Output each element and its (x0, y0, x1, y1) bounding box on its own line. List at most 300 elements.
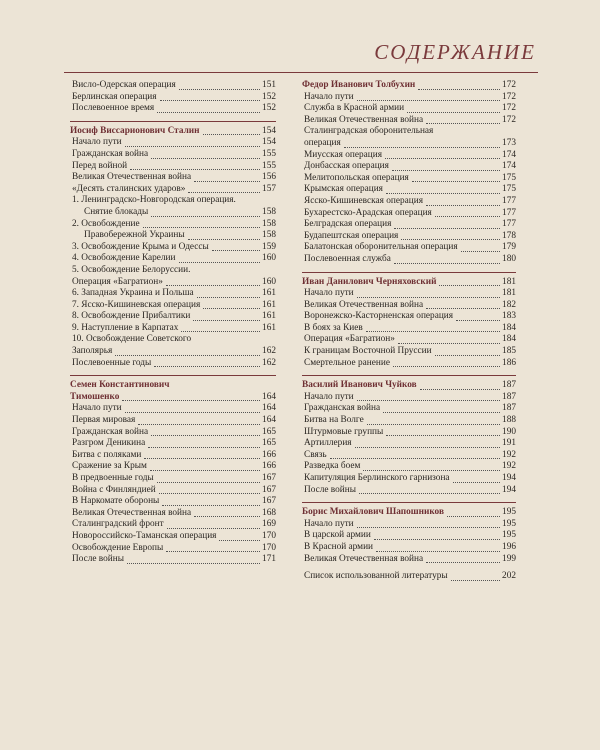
bibliography-entry (302, 571, 516, 583)
toc-entry-page: 184 (502, 322, 516, 333)
toc-entry-page: 175 (502, 172, 516, 183)
toc-entry-page: 154 (262, 137, 276, 148)
toc-entry-page: 164 (262, 415, 276, 426)
toc-entry (70, 415, 276, 427)
toc-entry-label: Капитуляция Берлинского гарнизона (304, 473, 450, 483)
toc-entry-label: 10. Освобождение Советского (72, 334, 192, 345)
toc-entry-page: 166 (262, 461, 276, 472)
toc-entry-label: Берлинская операция (72, 91, 157, 102)
section-heading-label: Борис Михайлович Шапошников (302, 507, 444, 518)
dot-leader (143, 227, 260, 228)
toc-entry-page: 202 (502, 571, 516, 582)
title-rule (64, 72, 538, 73)
toc-section (302, 502, 516, 565)
toc-entry-page: 166 (262, 449, 276, 460)
toc-entry (70, 137, 276, 149)
toc-entry-label: Новороссийско-Таманская операция (72, 530, 217, 541)
dot-leader (162, 505, 260, 506)
toc-entry-page: 183 (502, 311, 516, 322)
dot-leader (420, 389, 500, 390)
dot-leader (188, 192, 260, 193)
toc-entry-page: 187 (502, 403, 516, 414)
toc-entry-label: Битва на Волге (304, 415, 364, 426)
dot-leader (453, 482, 501, 483)
toc-entry (70, 219, 276, 231)
dot-leader (393, 366, 500, 367)
toc-entry-label: 2. Освобождение (72, 218, 140, 229)
toc-entry-page: 170 (262, 530, 276, 541)
toc-entry-page: 181 (502, 288, 516, 299)
toc-entry (302, 530, 516, 542)
toc-section (70, 375, 276, 566)
toc-entry (302, 427, 516, 439)
toc-entry-page: 170 (262, 542, 276, 553)
toc-entry-label: Миусская операция (304, 149, 382, 160)
dot-leader (219, 540, 260, 541)
toc-entry (302, 542, 516, 554)
toc-entry-page: 167 (262, 473, 276, 483)
toc-entry (302, 288, 516, 300)
section-heading-label: Иван Данилович Черняховский (302, 276, 437, 287)
dot-leader (401, 239, 500, 240)
toc-entry-page: 171 (262, 554, 276, 565)
toc-entry-label: 1. Ленинградско-Новгородская операция. (72, 195, 236, 206)
dot-leader (125, 412, 260, 413)
toc-entry-page: 158 (262, 206, 276, 217)
toc-entry-label: К границам Восточной Пруссии (304, 346, 432, 357)
toc-entry (70, 80, 276, 92)
toc-entry (70, 207, 276, 219)
toc-entry (302, 485, 516, 497)
toc-entry-page: 161 (262, 322, 276, 333)
toc-entry-label: Начало пути (304, 518, 354, 529)
dot-leader (181, 331, 260, 332)
toc-section (302, 272, 516, 370)
toc-entry (70, 184, 276, 196)
section-heading (70, 392, 276, 404)
section-heading-page: 195 (502, 507, 516, 518)
toc-entry (70, 461, 276, 473)
dot-leader (212, 250, 260, 251)
dot-leader (357, 400, 500, 401)
toc-entry-label: Битва с поляками (72, 449, 142, 460)
toc-entry-label: Заполярья (72, 346, 113, 357)
toc-entry-label: 5. Освобождение Белоруссии. (72, 264, 191, 275)
dot-leader (144, 458, 260, 459)
toc-entry-label: Крымская операция (304, 184, 383, 195)
dot-leader (386, 435, 500, 436)
toc-entry (302, 403, 516, 415)
toc-section (70, 121, 276, 369)
toc-entry (70, 277, 276, 289)
dot-leader (159, 493, 260, 494)
dot-leader (203, 134, 261, 135)
dot-leader (461, 251, 500, 252)
section-heading (302, 277, 516, 289)
toc-entry-label: Перед войной (72, 160, 128, 171)
toc-entry-label: В предвоенные годы (72, 473, 154, 483)
dot-leader (122, 400, 260, 401)
toc-entry-page: 159 (262, 241, 276, 252)
toc-entry (302, 254, 516, 266)
dot-leader (127, 563, 260, 564)
toc-entry-label: 8. Освобождение Прибалтики (72, 311, 191, 322)
toc-entry-page: 192 (502, 449, 516, 460)
toc-entry-label: 7. Ясско-Кишиневская операция (72, 299, 201, 310)
toc-entry (302, 231, 516, 243)
toc-entry-label: В Наркомате обороны (72, 496, 160, 507)
dot-leader (330, 458, 500, 459)
toc-entry-page: 167 (262, 484, 276, 495)
section-heading: Семен Константинович (70, 380, 170, 391)
toc-entry-label: Донбасская операция (304, 161, 389, 172)
dot-leader (451, 580, 500, 581)
toc-entry-page: 190 (502, 426, 516, 437)
dot-leader (188, 239, 260, 240)
toc-entry-page: 160 (262, 253, 276, 264)
toc-entry-label: 9. Наступление в Карпатах (72, 322, 179, 333)
toc-entry-label: Гражданская война (72, 426, 149, 437)
toc-entry-page: 157 (262, 183, 276, 194)
dot-leader (363, 470, 500, 471)
toc-entry (70, 543, 276, 555)
toc-entry (70, 554, 276, 566)
toc-entry-label: Сражение за Крым (72, 461, 147, 472)
toc-entry-page: 161 (262, 311, 276, 322)
dot-leader (439, 285, 500, 286)
toc-entry-page: 185 (502, 346, 516, 357)
toc-entry-page: 172 (502, 103, 516, 114)
toc-entry-page: 179 (502, 242, 516, 253)
toc-entry (70, 288, 276, 300)
dot-leader (151, 435, 260, 436)
toc-entry-label: Снятие блокады (84, 206, 149, 217)
dot-leader (194, 516, 260, 517)
toc-entry-label: 6. Западная Украина и Польша (72, 288, 194, 299)
toc-entry-label: Белградская операция (304, 219, 392, 230)
toc-entry-label: В боях за Киев (304, 322, 363, 333)
toc-entry (302, 450, 516, 462)
toc-entry-label: Гражданская война (304, 403, 381, 414)
section-heading-page: 164 (262, 391, 276, 402)
dot-leader (374, 539, 500, 540)
toc-entry (70, 195, 276, 207)
dot-leader (179, 89, 260, 90)
dot-leader (367, 424, 500, 425)
toc-entry-label: Великая Отечественная война (304, 553, 424, 564)
toc-entry (302, 196, 516, 208)
toc-entry (70, 334, 276, 346)
section-heading (302, 507, 516, 519)
toc-entry (302, 438, 516, 450)
dot-leader (166, 285, 260, 286)
dot-leader (366, 331, 500, 332)
toc-entry-page: 174 (502, 149, 516, 160)
dot-leader (392, 170, 500, 171)
toc-entry-page: 164 (262, 403, 276, 414)
toc-entry (302, 150, 516, 162)
toc-entry-label: Бухарестско-Арадская операция (304, 207, 432, 218)
dot-leader (426, 205, 500, 206)
right-column (302, 80, 516, 583)
toc-entry-label: Начало пути (304, 288, 354, 299)
toc-entry-page: 195 (502, 518, 516, 529)
toc-entry (70, 149, 276, 161)
toc-entry-page: 184 (502, 334, 516, 345)
dot-leader (386, 193, 500, 194)
toc-entry-page: 161 (262, 288, 276, 299)
toc-entry-label: Разведка боем (304, 461, 361, 472)
toc-entry-label: Балатонская оборонительная операция (304, 242, 458, 253)
dot-leader (130, 169, 260, 170)
toc-entry-label: Список использованной литературы (304, 571, 448, 582)
dot-leader (151, 216, 260, 217)
dot-leader (357, 527, 500, 528)
dot-leader (435, 216, 500, 217)
toc-entry-page: 162 (262, 357, 276, 368)
toc-entry-label: Правобережной Украины (84, 230, 185, 241)
toc-entry (302, 161, 516, 173)
section-heading-label: Тимошенко (70, 391, 120, 402)
toc-entry-label: Висло-Одерская операция (72, 80, 176, 90)
toc-entry (302, 300, 516, 312)
toc-entry-page: 186 (502, 357, 516, 368)
toc-entry (302, 415, 516, 427)
toc-entry (70, 311, 276, 323)
toc-entry-page: 165 (262, 438, 276, 449)
toc-entry-page: 177 (502, 207, 516, 218)
toc-entry-label: Начало пути (72, 403, 122, 414)
toc-entry-page: 192 (502, 461, 516, 472)
section-heading-page: 172 (502, 80, 516, 90)
dot-leader (407, 112, 500, 113)
toc-entry-label: Гражданская война (72, 148, 149, 159)
toc-entry-label: Сталинградский фронт (72, 519, 164, 530)
toc-entry-label: После войны (72, 554, 124, 565)
dot-leader (154, 366, 260, 367)
toc-entry-label: Начало пути (304, 391, 354, 402)
toc-entry-label: «Десять сталинских ударов» (72, 183, 186, 194)
dot-leader (148, 447, 260, 448)
toc-entry-page: 161 (262, 299, 276, 310)
toc-entry-label: Сталинградская оборонительная (304, 126, 434, 137)
toc-entry-label: Начало пути (72, 137, 122, 148)
dot-leader (398, 343, 500, 344)
toc-entry-label: 4. Освобождение Карелии (72, 253, 176, 264)
dot-leader (125, 146, 260, 147)
toc-entry-label: Связь (304, 449, 327, 460)
section-heading-page: 181 (502, 276, 516, 287)
toc-entry-page: 177 (502, 219, 516, 230)
dot-leader (167, 528, 260, 529)
toc-entry (302, 311, 516, 323)
dot-leader (394, 228, 500, 229)
toc-entry (302, 346, 516, 358)
toc-entry-page: 194 (502, 484, 516, 495)
dot-leader (359, 493, 500, 494)
dot-leader (426, 123, 500, 124)
toc-entry-label: Ясско-Кишиневская операция (304, 195, 423, 206)
toc-entry (70, 496, 276, 508)
toc-entry-page: 180 (502, 253, 516, 264)
toc-entry-page: 152 (262, 103, 276, 114)
toc-entry (302, 242, 516, 254)
toc-entry (302, 554, 516, 566)
section-heading-label: Василий Иванович Чуйков (302, 380, 417, 391)
toc-entry-label: Война с Финляндией (72, 484, 156, 495)
toc-section (302, 375, 516, 496)
toc-entry-page: 155 (262, 160, 276, 171)
dot-leader (447, 516, 500, 517)
dot-leader (383, 412, 500, 413)
toc-entry-page: 168 (262, 507, 276, 518)
toc-entry (302, 173, 516, 185)
dot-leader (157, 112, 260, 113)
toc-entry-label: Артиллерия (304, 438, 352, 449)
toc-entry-page: 195 (502, 530, 516, 541)
toc-entry-label: После войны (304, 484, 356, 495)
toc-entry-page: 152 (262, 91, 276, 102)
toc-entry (302, 115, 516, 127)
toc-entry-page: 156 (262, 172, 276, 183)
toc-entry-page: 162 (262, 346, 276, 357)
toc-entry (70, 519, 276, 531)
dot-leader (435, 355, 500, 356)
toc-entry (302, 392, 516, 404)
dot-leader (197, 297, 260, 298)
toc-entry-page: 188 (502, 415, 516, 426)
toc-entry (70, 438, 276, 450)
toc-entry-page: 174 (502, 161, 516, 172)
toc-entry-page: 173 (502, 137, 516, 148)
toc-entry-label: Начало пути (304, 91, 354, 102)
toc-entry (302, 208, 516, 220)
toc-entry-label: В Красной армии (304, 541, 374, 552)
toc-entry-label: 3. Освобождение Крыма и Одессы (72, 241, 209, 252)
dot-leader (193, 320, 260, 321)
toc-entry-label: Воронежско-Касторненская операция (304, 311, 454, 322)
toc-entry-label: Будапештская операция (304, 230, 399, 241)
dot-leader (394, 263, 500, 264)
toc-entry-label: Великая Отечественная война (304, 299, 424, 310)
toc-entry (302, 323, 516, 335)
section-heading (70, 126, 276, 138)
toc-entry-page: 196 (502, 541, 516, 552)
toc-entry (302, 461, 516, 473)
dot-leader (344, 147, 500, 148)
page-title: СОДЕРЖАНИЕ (374, 40, 536, 64)
dot-leader (160, 100, 260, 101)
toc-entry-page: 191 (502, 438, 516, 449)
toc-entry-label: Служба в Красной армии (304, 103, 405, 114)
toc-entry-page: 178 (502, 230, 516, 241)
toc-entry-page: 177 (502, 195, 516, 206)
toc-entry-page: 187 (502, 391, 516, 402)
toc-entry-label: Разгром Деникина (72, 438, 146, 449)
dot-leader (376, 551, 500, 552)
section-heading-label: Иосиф Виссарионович Сталин (70, 125, 200, 136)
toc-entry (302, 473, 516, 485)
toc-entry (70, 172, 276, 184)
toc-entry (70, 230, 276, 242)
toc-entry-label: Послевоенная служба (304, 253, 391, 264)
toc-entry (302, 519, 516, 531)
dot-leader (418, 89, 500, 90)
toc-entry-page: 160 (262, 276, 276, 287)
dot-leader (385, 158, 500, 159)
section-heading-label: Федор Иванович Толбухин (302, 80, 416, 90)
dot-leader (426, 562, 500, 563)
toc-entry-label: Освобождение Европы (72, 542, 164, 553)
dot-leader (115, 355, 260, 356)
toc-entry (302, 219, 516, 231)
toc-entry-label: Мелитопольская операция (304, 172, 409, 183)
toc-entry-label: Штурмовые группы (304, 426, 384, 437)
toc-entry-page: 194 (502, 473, 516, 483)
toc-entry (70, 485, 276, 497)
toc-entry (70, 323, 276, 335)
toc-entry (70, 161, 276, 173)
toc-entry-page: 165 (262, 426, 276, 437)
dot-leader (355, 447, 500, 448)
toc-entry (70, 253, 276, 265)
toc-entry (70, 473, 276, 485)
toc-entry (302, 126, 516, 138)
section-heading-page: 154 (262, 125, 276, 136)
dot-leader (456, 320, 500, 321)
dot-leader (426, 308, 500, 309)
toc-entry-page: 169 (262, 519, 276, 530)
dot-leader (138, 424, 260, 425)
dot-leader (179, 262, 261, 263)
toc-entry-label: Великая Отечественная война (72, 507, 192, 518)
toc-entry-page: 155 (262, 148, 276, 159)
toc-entry-label: Первая мировая (72, 415, 136, 426)
toc-entry (70, 508, 276, 520)
dot-leader (157, 482, 260, 483)
toc-section (302, 80, 516, 266)
toc-entry (70, 403, 276, 415)
toc-entry-label: В царской армии (304, 530, 371, 541)
toc-entry (70, 346, 276, 358)
toc-entry (302, 184, 516, 196)
toc-entry-label: Послевоенное время (72, 103, 155, 114)
toc-entry (70, 531, 276, 543)
toc-entry (70, 92, 276, 104)
dot-leader (194, 181, 260, 182)
toc-entry-label: Смертельное ранение (304, 357, 390, 368)
dot-leader (166, 551, 260, 552)
toc-entry-label: Операция «Багратион» (304, 334, 395, 345)
toc-entry-page: 182 (502, 299, 516, 310)
section-heading (302, 380, 516, 392)
toc-entry-label: Великая Отечественная война (72, 172, 192, 183)
dot-leader (151, 158, 260, 159)
toc-entry-page: 158 (262, 218, 276, 229)
toc-entry (70, 358, 276, 370)
toc-entry (70, 103, 276, 115)
dot-leader (357, 297, 500, 298)
dot-leader (412, 181, 500, 182)
toc-entry-page: 175 (502, 184, 516, 195)
toc-entry (302, 138, 516, 150)
section-heading-page: 187 (502, 380, 516, 391)
toc-entry (302, 358, 516, 370)
toc-entry (70, 427, 276, 439)
toc-entry-page: 151 (262, 80, 276, 90)
dot-leader (203, 308, 260, 309)
toc-entry-label: операция (304, 137, 341, 148)
